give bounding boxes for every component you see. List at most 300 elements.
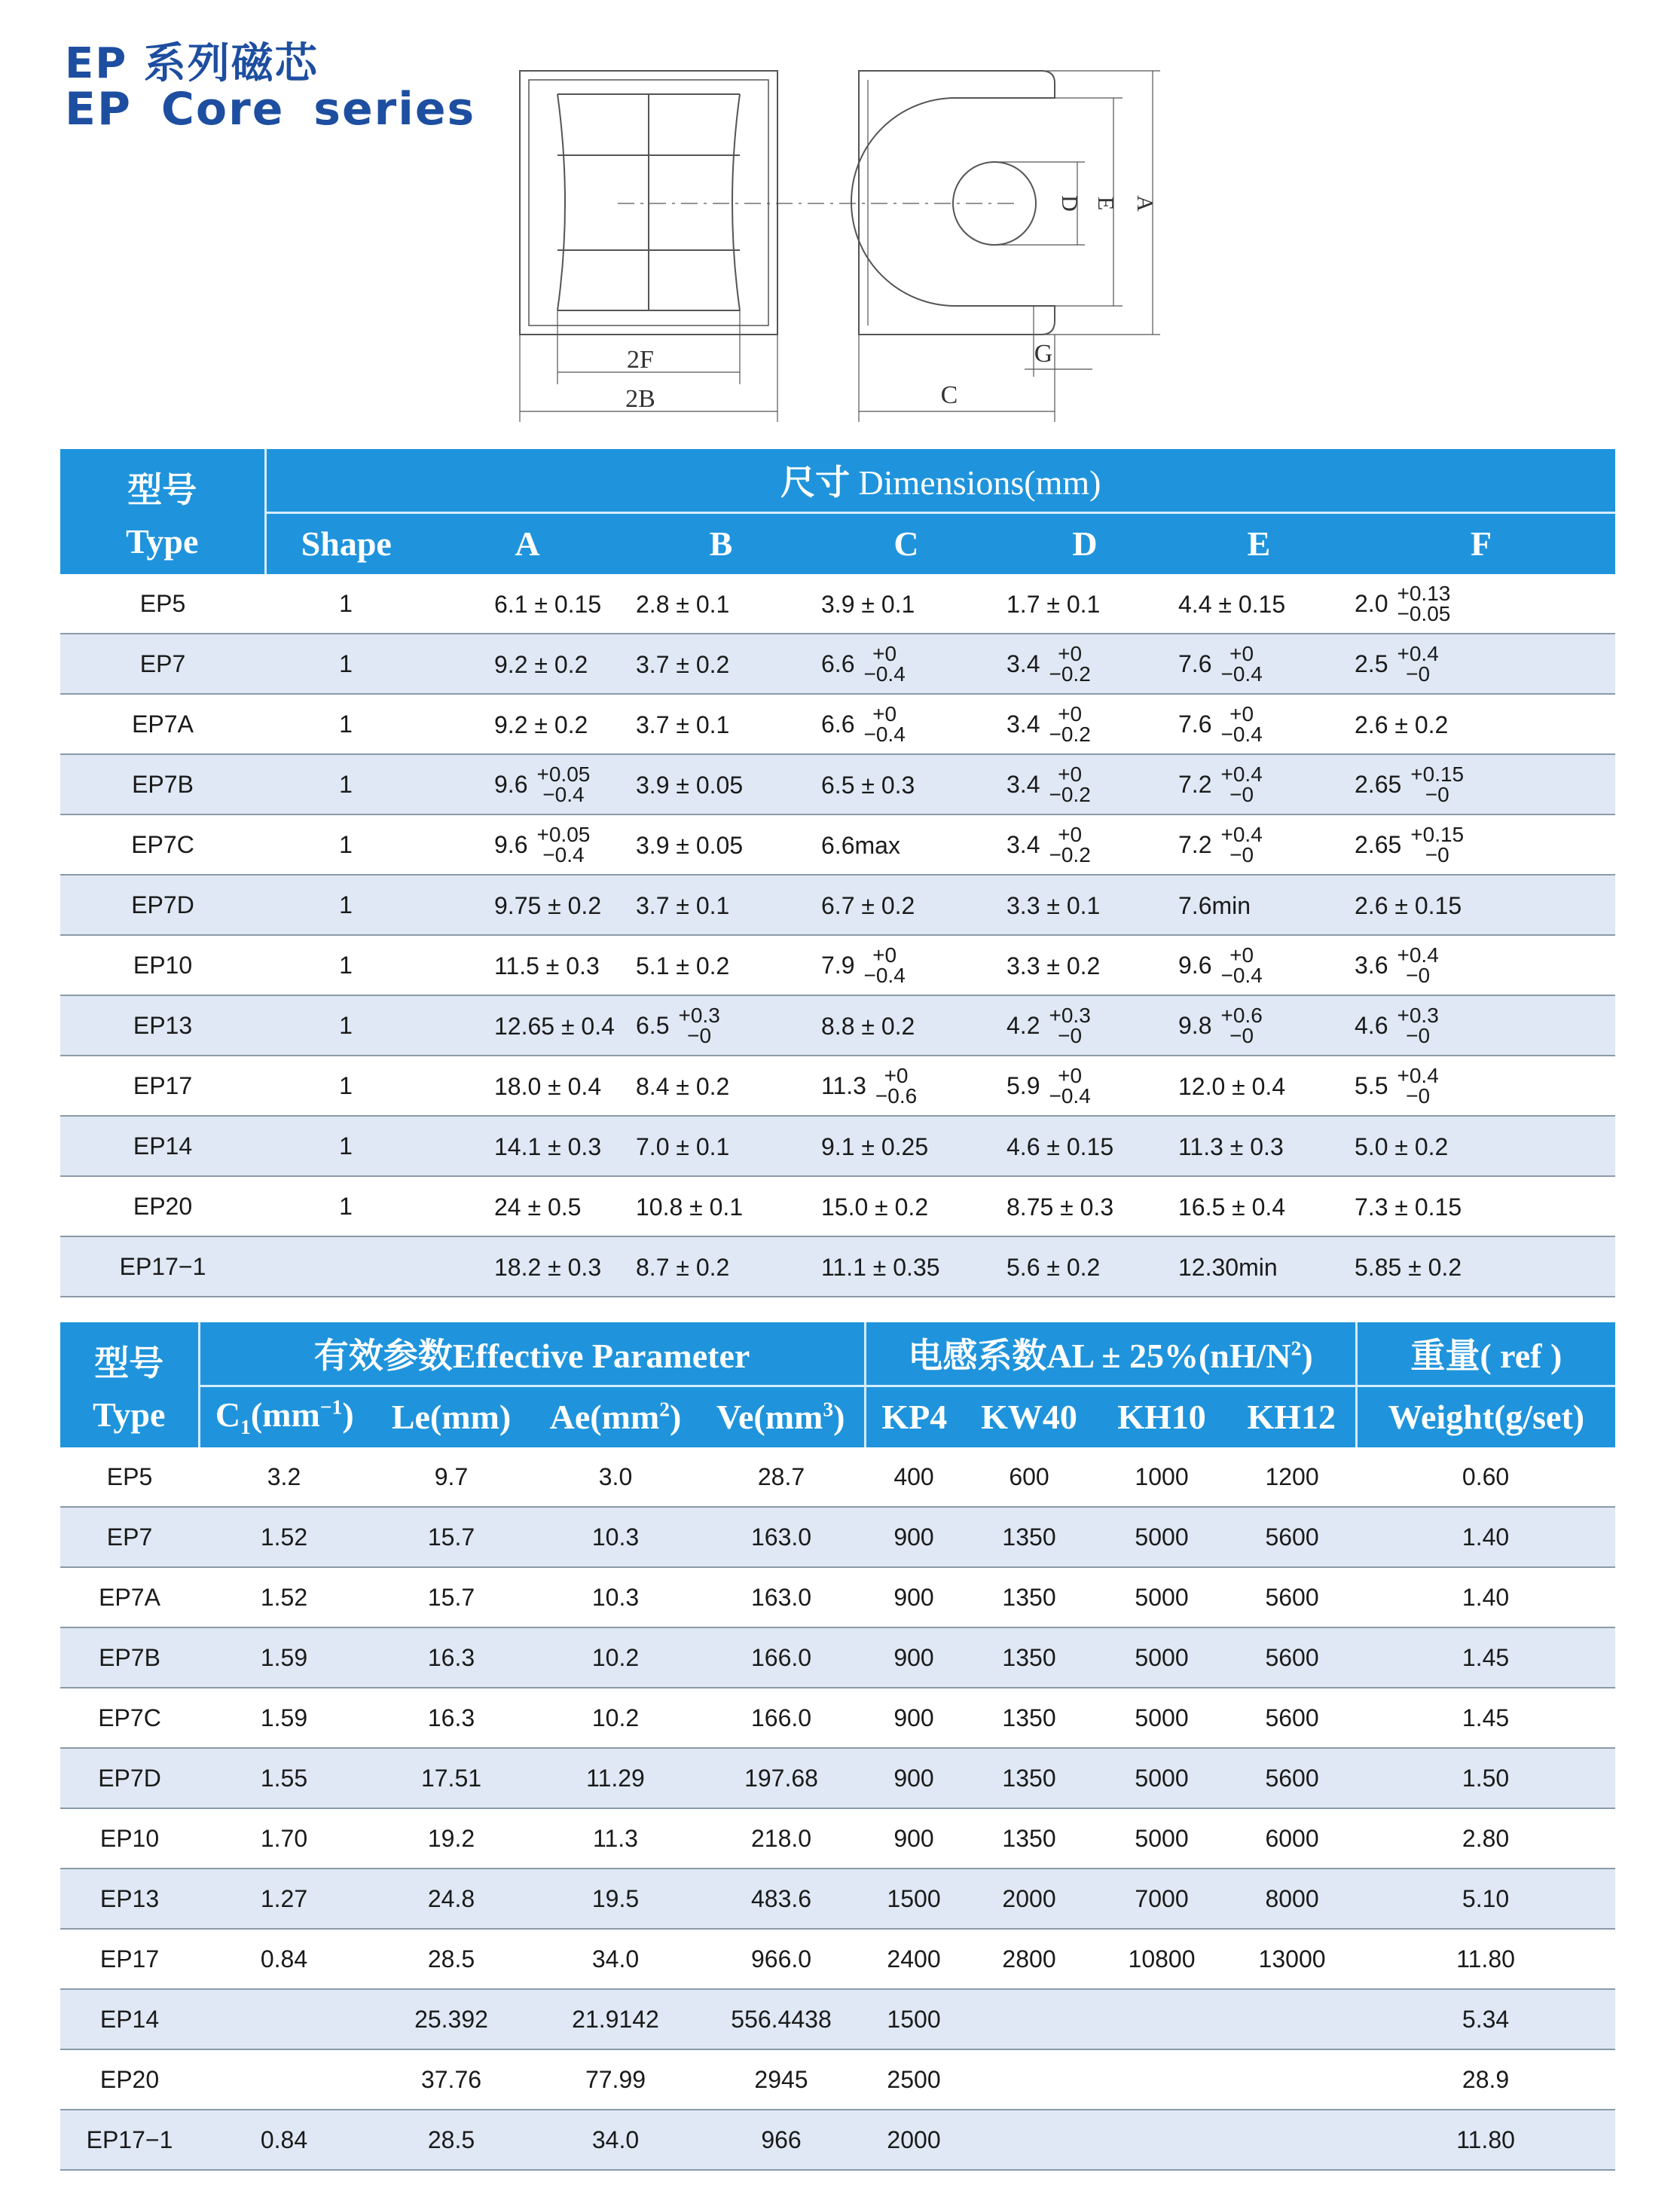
cell-weight: 1.40 (1356, 1507, 1615, 1567)
tolerance-lower: −0.4 (542, 783, 585, 806)
label-d: D (1057, 195, 1082, 212)
cell-e-value: 7.6 (1178, 710, 1212, 738)
type-header-cn: 型号 (127, 469, 197, 510)
cell-f-value: 2.6 ± 0.15 (1355, 891, 1462, 919)
cell-b-value: 8.7 ± 0.2 (636, 1253, 730, 1281)
cell-d (999, 935, 1171, 995)
cell-kp4: 1500 (865, 1869, 963, 1929)
dimensions-row (60, 574, 1615, 634)
col-c1-unit: (mm (250, 1395, 320, 1435)
cell-c1: 1.27 (199, 1869, 369, 1929)
cell-type: EP17−1 (60, 2110, 199, 2170)
cell-kh12: 5600 (1228, 1507, 1356, 1567)
cell-f-value: 4.6 (1355, 1011, 1388, 1039)
cell-weight: 1.50 (1356, 1748, 1615, 1808)
cell-e (1171, 995, 1347, 1056)
cell-c1: 1.59 (199, 1688, 369, 1748)
cell-le: 15.7 (369, 1507, 533, 1567)
param-type-header (60, 1322, 199, 1447)
cell-kp4: 1500 (865, 1989, 963, 2049)
cell-type: EP7 (60, 634, 265, 694)
cell-d-value: 5.6 ± 0.2 (1006, 1253, 1101, 1281)
cell-c-value: 6.6max (821, 831, 900, 859)
al-header-cn: 电感系数 (908, 1335, 1047, 1377)
cell-d-value: 3.4 (1006, 649, 1040, 677)
cell-ve: 2945 (698, 2049, 865, 2110)
cell-c (814, 935, 999, 995)
cell-ve: 483.6 (698, 1869, 865, 1929)
cell-shape: 1 (265, 995, 426, 1056)
label-2b: 2B (625, 385, 655, 413)
col-ve (698, 1386, 865, 1447)
dimensions-header-cn: 尺寸 (780, 462, 851, 503)
label-c: C (940, 381, 958, 409)
cell-f-value: 2.0 (1355, 589, 1388, 617)
parameters-row (60, 1447, 1615, 1507)
cell-le: 25.392 (369, 1989, 533, 2049)
cell-a (426, 634, 628, 694)
cell-kw40: 2800 (963, 1929, 1095, 1989)
tolerance-lower: −0.4 (1220, 662, 1263, 686)
dimensions-row (60, 935, 1615, 995)
cell-b-value: 10.8 ± 0.1 (636, 1193, 744, 1221)
cell-f-value: 7.3 ± 0.15 (1355, 1193, 1462, 1221)
tolerance-upper: +0.4 (1397, 943, 1439, 967)
cell-b-value: 3.9 ± 0.05 (636, 771, 744, 799)
cell-f (1347, 935, 1615, 995)
cell-a (426, 1056, 628, 1116)
cell-d-value: 3.4 (1006, 770, 1040, 798)
cell-kh10 (1095, 2049, 1228, 2110)
cell-ve: 556.4438 (698, 1989, 865, 2049)
cell-kp4: 900 (865, 1808, 963, 1869)
parameters-table (60, 1322, 1615, 2171)
cell-kh12: 1200 (1228, 1447, 1356, 1507)
cell-d-value: 3.4 (1006, 830, 1040, 858)
cell-shape (265, 1236, 426, 1297)
tolerance-lower: −0 (1229, 783, 1254, 806)
cell-e (1171, 1056, 1347, 1116)
cell-le: 9.7 (369, 1447, 533, 1507)
cell-c1: 0.84 (199, 1929, 369, 1989)
tolerance (875, 1065, 917, 1106)
cell-shape: 1 (265, 574, 426, 634)
cell-b-value: 6.5 (636, 1011, 670, 1039)
tolerance-upper: +0.4 (1220, 762, 1263, 786)
tolerance-lower: −0.4 (1049, 1084, 1091, 1108)
type-header (60, 449, 265, 574)
cell-b (628, 1116, 814, 1176)
cell-c (814, 1176, 999, 1236)
al-header-sup: 2 (1291, 1336, 1302, 1360)
tolerance-lower: −0.6 (875, 1084, 918, 1108)
tolerance (1397, 583, 1450, 624)
cell-c1 (199, 1989, 369, 2049)
dimensions-row (60, 1056, 1615, 1116)
tolerance-upper: +0 (1229, 702, 1254, 726)
label-a: A (1132, 195, 1157, 212)
cell-type: EP7C (60, 814, 265, 875)
cell-shape: 1 (265, 1116, 426, 1176)
tolerance (863, 945, 905, 986)
cell-a (426, 754, 628, 814)
cell-b (628, 875, 814, 935)
cell-c-value: 7.9 (821, 951, 855, 979)
cell-shape: 1 (265, 754, 426, 814)
cell-kp4: 2000 (865, 2110, 963, 2170)
tolerance (536, 824, 590, 865)
cell-b (628, 1056, 814, 1116)
cell-e-value: 11.3 ± 0.3 (1178, 1132, 1284, 1160)
tolerance-lower: −0.4 (1220, 964, 1263, 987)
cell-a-value: 6.1 ± 0.15 (494, 590, 602, 618)
cell-b (628, 574, 814, 634)
col-kp4: KP4 (881, 1398, 948, 1437)
cell-b-value: 5.1 ± 0.2 (636, 952, 730, 979)
tolerance (1049, 704, 1090, 744)
cell-d-value: 8.75 ± 0.3 (1006, 1193, 1114, 1221)
dimensions-row (60, 1236, 1615, 1297)
tolerance (1220, 643, 1262, 684)
cell-ve: 966 (698, 2110, 865, 2170)
tolerance-lower: −0.2 (1049, 723, 1091, 746)
cell-le: 17.51 (369, 1748, 533, 1808)
cell-e-value: 9.6 (1178, 951, 1212, 979)
col-c1 (199, 1386, 369, 1447)
cell-weight: 5.10 (1356, 1869, 1615, 1929)
cell-kh10: 5000 (1095, 1688, 1228, 1748)
cell-shape: 1 (265, 814, 426, 875)
cell-b-value: 2.8 ± 0.1 (636, 590, 730, 618)
effective-parameter-header (199, 1322, 865, 1386)
cell-ae: 11.29 (533, 1748, 698, 1808)
tolerance-upper: +0 (1058, 702, 1083, 726)
cell-kh12: 6000 (1228, 1808, 1356, 1869)
cell-b (628, 694, 814, 754)
cell-c-value: 9.1 ± 0.25 (821, 1132, 929, 1160)
cell-shape: 1 (265, 935, 426, 995)
tolerance (863, 704, 905, 744)
cell-b (628, 1236, 814, 1297)
cell-b-value: 3.7 ± 0.2 (636, 650, 730, 678)
tolerance (1220, 1005, 1262, 1046)
cell-c1: 1.70 (199, 1808, 369, 1869)
cell-a-value: 12.65 ± 0.4 (494, 1012, 615, 1040)
cell-kh12: 5600 (1228, 1688, 1356, 1748)
cell-type: EP10 (60, 1808, 199, 1869)
tolerance-lower: −0 (1406, 662, 1431, 686)
cell-b (628, 935, 814, 995)
cell-a-value: 9.2 ± 0.2 (494, 711, 588, 738)
cell-f (1347, 694, 1615, 754)
param-type-header-cn: 型号 (94, 1342, 164, 1383)
cell-a (426, 814, 628, 875)
cell-type: EP14 (60, 1116, 265, 1176)
parameters-row (60, 1627, 1615, 1688)
tolerance (1049, 1065, 1090, 1106)
cell-kh10: 5000 (1095, 1808, 1228, 1869)
cell-ae: 34.0 (533, 1929, 698, 1989)
tolerance-lower: −0.4 (863, 964, 906, 987)
cell-kw40: 600 (963, 1447, 1095, 1507)
cell-d-value: 3.3 ± 0.1 (1006, 891, 1101, 919)
cell-le: 16.3 (369, 1688, 533, 1748)
col-f: F (1470, 524, 1492, 564)
dimensions-row (60, 1116, 1615, 1176)
effective-parameter-header-en: Effective Parameter (452, 1337, 750, 1376)
cell-weight: 1.45 (1356, 1688, 1615, 1748)
cell-ve: 163.0 (698, 1507, 865, 1567)
cell-d (999, 754, 1171, 814)
cell-shape: 1 (265, 694, 426, 754)
cell-type: EP17 (60, 1929, 199, 1989)
cell-le: 28.5 (369, 2110, 533, 2170)
cell-ae: 10.3 (533, 1507, 698, 1567)
tolerance-lower: −0.2 (1049, 783, 1091, 806)
cell-f-value: 2.65 (1355, 770, 1402, 798)
cell-e (1171, 1116, 1347, 1176)
tolerance (1410, 824, 1464, 865)
col-ve-label: Ve(mm (716, 1398, 823, 1437)
cell-kw40: 1350 (963, 1748, 1095, 1808)
tolerance (1397, 945, 1438, 986)
tolerance-lower: −0 (1058, 1024, 1083, 1047)
cell-type: EP13 (60, 1869, 199, 1929)
tolerance (1220, 764, 1262, 805)
cell-kw40: 1350 (963, 1507, 1095, 1567)
tolerance (536, 764, 590, 805)
cell-kp4: 400 (865, 1447, 963, 1507)
tolerance (1410, 764, 1464, 805)
tolerance-lower: −0.4 (863, 662, 906, 686)
cell-a (426, 1116, 628, 1176)
cell-type: EP17 (60, 1056, 265, 1116)
cell-a (426, 1236, 628, 1297)
cell-f (1347, 1176, 1615, 1236)
cell-kh10: 7000 (1095, 1869, 1228, 1929)
cell-type: EP7A (60, 1567, 199, 1627)
tolerance-lower: −0.4 (542, 843, 585, 866)
cell-d-value: 3.4 (1006, 710, 1040, 738)
cell-b (628, 634, 814, 694)
tolerance-upper: +0 (1229, 943, 1254, 967)
cell-c (814, 754, 999, 814)
tolerance (1397, 643, 1438, 684)
cell-c (814, 1236, 999, 1297)
tolerance (1220, 704, 1262, 744)
cell-kh12: 5600 (1228, 1567, 1356, 1627)
cell-b-value: 3.7 ± 0.1 (636, 711, 730, 738)
cell-a-value: 18.0 ± 0.4 (494, 1072, 602, 1100)
col-d: D (1072, 524, 1098, 564)
weight-header-en: ( ref ) (1480, 1337, 1562, 1376)
cell-c-value: 6.5 ± 0.3 (821, 771, 915, 799)
al-header-en: AL ± 25%(nH/N (1046, 1337, 1291, 1376)
cell-c-value: 15.0 ± 0.2 (821, 1193, 929, 1221)
cell-d-value: 3.3 ± 0.2 (1006, 952, 1101, 979)
cell-c1: 1.55 (199, 1748, 369, 1808)
tolerance-upper: +0.6 (1220, 1004, 1263, 1027)
cell-ae: 34.0 (533, 2110, 698, 2170)
tolerance-lower: −0.2 (1049, 843, 1091, 866)
tolerance-upper: +0 (1058, 823, 1083, 846)
cell-d (999, 1236, 1171, 1297)
cell-c1: 1.52 (199, 1567, 369, 1627)
parameters-row (60, 1869, 1615, 1929)
cell-shape: 1 (265, 1056, 426, 1116)
cell-ve: 28.7 (698, 1447, 865, 1507)
tolerance-upper: +0.3 (678, 1004, 720, 1027)
tolerance-lower: −0 (1406, 964, 1431, 987)
cell-weight: 2.80 (1356, 1808, 1615, 1869)
cell-c (814, 1056, 999, 1116)
cell-kw40: 1350 (963, 1808, 1095, 1869)
tolerance-lower: −0 (1406, 1084, 1431, 1108)
cell-ae: 11.3 (533, 1808, 698, 1869)
cell-weight: 1.45 (1356, 1627, 1615, 1688)
cell-le: 16.3 (369, 1627, 533, 1688)
cell-c (814, 634, 999, 694)
cell-kh12: 13000 (1228, 1929, 1356, 1989)
cell-e (1171, 814, 1347, 875)
cell-ve: 197.68 (698, 1748, 865, 1808)
cell-ae: 10.2 (533, 1627, 698, 1688)
cell-d-value: 4.2 (1006, 1011, 1040, 1039)
cell-ae: 19.5 (533, 1869, 698, 1929)
dimensions-row (60, 1176, 1615, 1236)
cell-c (814, 875, 999, 935)
cell-e (1171, 1236, 1347, 1297)
col-b: B (709, 524, 733, 564)
tolerance-upper: +0.05 (536, 823, 591, 846)
tolerance-lower: −0.05 (1397, 602, 1451, 625)
cell-kp4: 900 (865, 1688, 963, 1748)
cell-c1 (199, 2049, 369, 2110)
al-header-close: ) (1301, 1337, 1313, 1376)
cell-f (1347, 574, 1615, 634)
cell-type: EP5 (60, 574, 265, 634)
cell-d (999, 814, 1171, 875)
cell-d (999, 1056, 1171, 1116)
col-c1-sub: 1 (240, 1415, 251, 1439)
col-a: A (515, 524, 540, 564)
core-drawing (497, 60, 1175, 437)
page-title-cn: EP 系列磁芯 (65, 39, 319, 88)
col-ve-sup: 3 (823, 1397, 834, 1421)
tolerance-upper: +0.15 (1410, 762, 1465, 786)
cell-a-value: 9.6 (494, 770, 528, 798)
cell-kw40: 1350 (963, 1688, 1095, 1748)
dimensions-row (60, 754, 1615, 814)
tolerance (1049, 824, 1090, 865)
cell-kp4: 900 (865, 1507, 963, 1567)
tolerance-upper: +0 (1229, 642, 1254, 665)
cell-kh12: 5600 (1228, 1748, 1356, 1808)
tolerance (863, 643, 905, 684)
cell-e (1171, 754, 1347, 814)
cell-kw40: 1350 (963, 1567, 1095, 1627)
col-e: E (1247, 524, 1271, 564)
cell-kp4: 900 (865, 1567, 963, 1627)
cell-type: EP13 (60, 995, 265, 1056)
cell-b (628, 995, 814, 1056)
cell-f (1347, 1056, 1615, 1116)
cell-e-value: 9.8 (1178, 1011, 1212, 1039)
cell-b-value: 7.0 ± 0.1 (636, 1132, 730, 1160)
parameters-row (60, 1507, 1615, 1567)
cell-kw40: 1350 (963, 1627, 1095, 1688)
tolerance-upper: +0.05 (536, 762, 591, 786)
cell-c (814, 995, 999, 1056)
cell-d (999, 694, 1171, 754)
cell-weight: 1.40 (1356, 1567, 1615, 1627)
cell-kh12: 8000 (1228, 1869, 1356, 1929)
cell-ve: 166.0 (698, 1627, 865, 1688)
cell-type: EP7C (60, 1688, 199, 1748)
tolerance-upper: +0 (1058, 642, 1083, 665)
tolerance (1220, 945, 1262, 986)
center-post (953, 162, 1036, 245)
cell-kh10: 5000 (1095, 1748, 1228, 1808)
parameters-row (60, 1567, 1615, 1627)
cell-type: EP7D (60, 1748, 199, 1808)
cell-c (814, 1116, 999, 1176)
tolerance-upper: +0.3 (1049, 1004, 1091, 1027)
cell-e-value: 12.30min (1178, 1253, 1278, 1281)
cell-kw40 (963, 1989, 1095, 2049)
cell-b-value: 8.4 ± 0.2 (636, 1072, 730, 1100)
cell-c1: 1.52 (199, 1507, 369, 1567)
col-kh12: KH12 (1228, 1386, 1356, 1447)
cell-ae: 10.2 (533, 1688, 698, 1748)
cell-e (1171, 694, 1347, 754)
cell-a-value: 24 ± 0.5 (494, 1193, 582, 1221)
parameters-row (60, 1929, 1615, 1989)
cell-f-value: 5.85 ± 0.2 (1355, 1253, 1462, 1281)
col-shape: Shape (301, 524, 392, 564)
cell-kh10: 1000 (1095, 1447, 1228, 1507)
cell-c-value: 8.8 ± 0.2 (821, 1012, 915, 1040)
cell-le: 19.2 (369, 1808, 533, 1869)
cell-kp4: 900 (865, 1748, 963, 1808)
type-header-en: Type (126, 521, 199, 561)
cell-c-value: 11.3 (821, 1071, 866, 1099)
cell-kw40 (963, 2049, 1095, 2110)
cell-type: EP7B (60, 1627, 199, 1688)
cell-c-value: 6.7 ± 0.2 (821, 891, 915, 919)
parameters-row (60, 2049, 1615, 2110)
cell-b (628, 754, 814, 814)
cell-type: EP10 (60, 935, 265, 995)
label-2f: 2F (627, 346, 654, 374)
cell-type: EP7B (60, 754, 265, 814)
cell-a (426, 995, 628, 1056)
cell-kp4: 2400 (865, 1929, 963, 1989)
cell-kp4: 900 (865, 1627, 963, 1688)
cell-kh10: 10800 (1095, 1929, 1228, 1989)
cell-shape: 1 (265, 875, 426, 935)
cell-d-value: 4.6 ± 0.15 (1006, 1132, 1114, 1160)
tolerance-lower: −0 (1229, 843, 1254, 866)
cell-b-value: 3.7 ± 0.1 (636, 891, 730, 919)
cell-e (1171, 634, 1347, 694)
cell-f (1347, 1116, 1615, 1176)
cell-c1: 3.2 (199, 1447, 369, 1507)
cell-le: 24.8 (369, 1869, 533, 1929)
cell-a (426, 935, 628, 995)
tolerance-upper: +0.4 (1220, 823, 1263, 846)
cell-e-value: 7.2 (1178, 770, 1212, 798)
